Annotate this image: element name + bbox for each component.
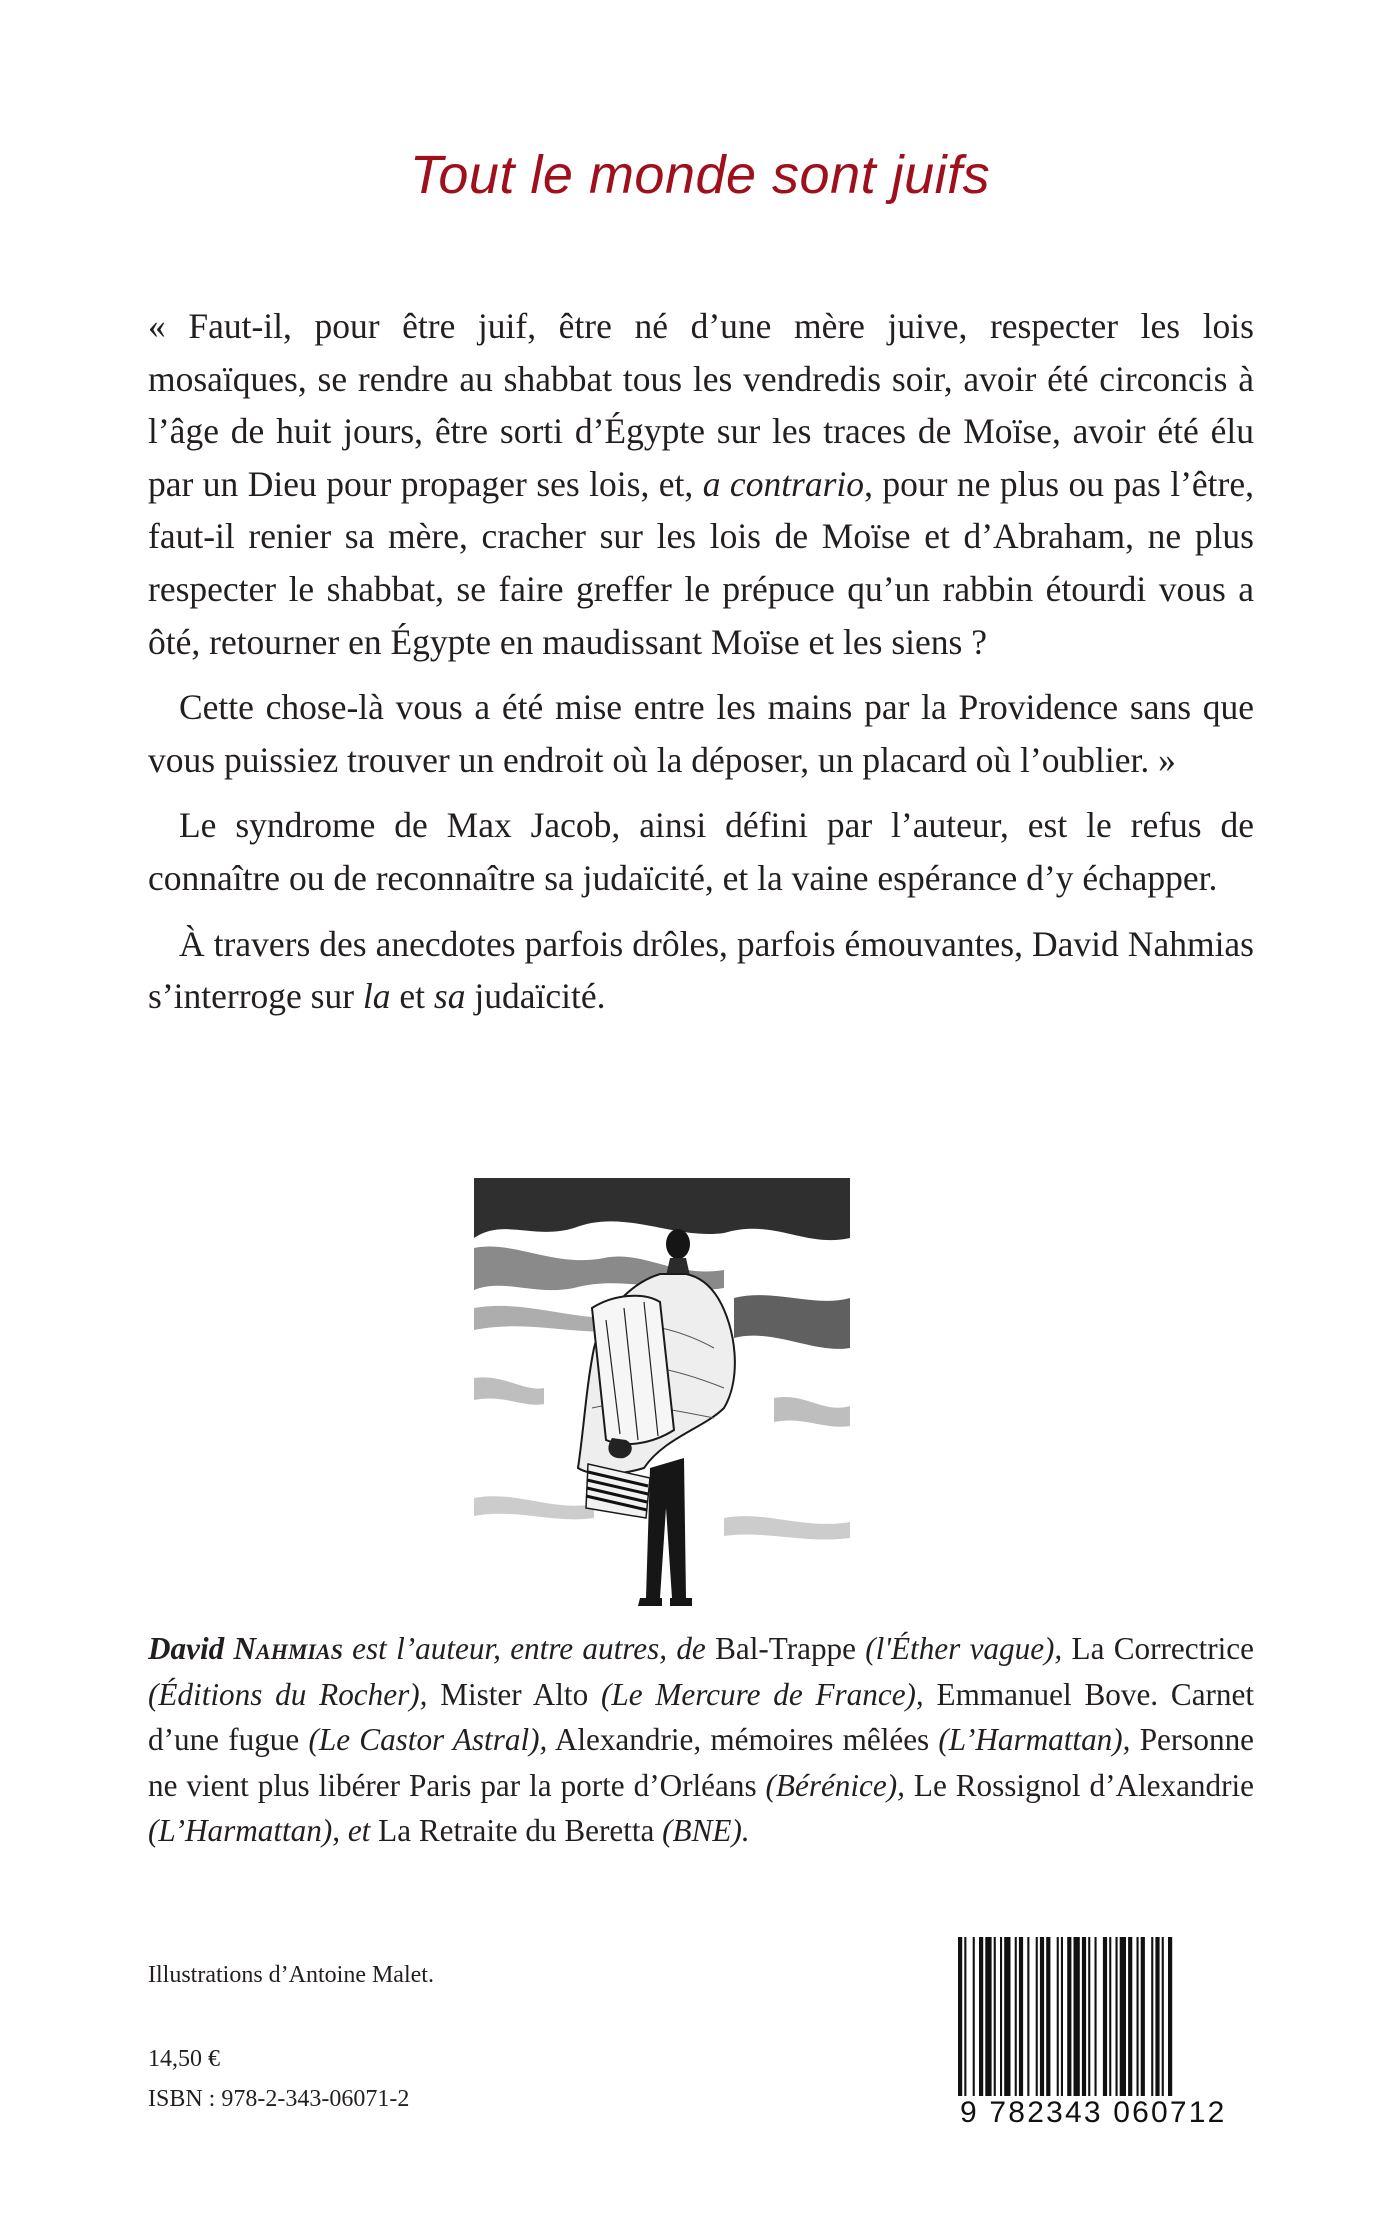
- barcode-bar: [1036, 1937, 1038, 2099]
- barcode-bar: [1046, 1937, 1050, 2099]
- barcode-bar: [1128, 1937, 1132, 2099]
- barcode-bar: [1095, 1937, 1097, 2099]
- ink-illustration: [474, 1178, 850, 1642]
- blurb-paragraph-2: Cette chose-là vous a été mise entre les mains par la Providence sans que vous puissiez trouver un endroit où la déposer, un placard où l’oublier. »: [148, 687, 1254, 780]
- barcode-bar: [1027, 1937, 1029, 2099]
- barcode-bar: [1120, 1937, 1126, 2099]
- work-title: Mister Alto: [440, 1676, 589, 1712]
- price: 14,50 €: [148, 2046, 220, 2072]
- barcode-bar: [1057, 1937, 1059, 2099]
- barcode-bar: [1061, 1937, 1063, 2099]
- work-title: Le Rossignol d’Alexandrie: [913, 1767, 1255, 1803]
- work-title: Bal-Trappe: [715, 1631, 856, 1666]
- blurb-paragraph-1: « Faut-il, pour être juif, être né d’une mère juive, respecter les lois mosaïques, se rendre au shabbat tous les vendredis soir, avoir été circoncis à l’âge de huit jours, être sorti d’Égypte sur les traces de Moïse, avoir été élu par un Dieu pour propager ses lois, et, a contrario, pour ne plus ou pas l’être, faut-il renier sa mère, cracher sur les lois de Moïse et d’Abraham, ne plus respecter le shabbat, se faire greffer le prépuce qu’un rabbin étourdi vous a ôté, retourner en Égypte en maudissant Moïse et les siens ?: [148, 306, 1254, 662]
- ink-wash-top: [474, 1178, 850, 1240]
- isbn: ISBN : 978-2-343-06071-2: [148, 2086, 410, 2112]
- barcode-bar: [1040, 1937, 1044, 2099]
- author-bio: David Nahmias est l’auteur, entre autres, de Bal-Trappe (l'Éther vague), La Correctrice (Éditions du Rocher), Mister Alto (Le Mercure de France), Emmanuel Bove. Carnet d’une fugue (Le Castor Astral), Alexandrie, mémoires mêlées (L’Harmattan), Personne ne vient plus libérer Paris par la porte d’Orléans (Bérénice), Le Rossignol d’Alexandrie (L’Harmattan), et La Retraite du Beretta (BNE).: [148, 1631, 1255, 1849]
- illustration-credit: Illustrations d’Antoine Malet.: [148, 1962, 434, 1988]
- barcode-bar: [985, 1937, 991, 2099]
- barcode-bar: [1141, 1937, 1145, 2099]
- barcode-bar: [1109, 1937, 1111, 2099]
- blurb-paragraph-3: Le syndrome de Max Jacob, ainsi défini par l’auteur, est le refus de connaître ou de reconnaître sa judaïcité, et la vaine espérance d’y échapper.: [148, 805, 1254, 898]
- barcode-bar: [1116, 1937, 1118, 2099]
- barcode-digits: 9 782343 060712: [960, 2096, 1227, 2129]
- work-title: Alexandrie, mémoires mêlées: [554, 1722, 930, 1758]
- barcode-bar: [1019, 1937, 1023, 2099]
- barcode-bar: [1000, 1937, 1002, 2099]
- barcode-bar: [1088, 1937, 1090, 2099]
- work-title: La Retraite du Beretta: [378, 1813, 655, 1849]
- barcode-bar: [964, 1937, 966, 2099]
- barcode-bar: [1004, 1937, 1010, 2099]
- barcode-bar: [1103, 1937, 1107, 2099]
- barcode-bar: [979, 1937, 983, 2099]
- torah-scroll: [592, 1296, 674, 1444]
- barcode-bar: [1137, 1937, 1139, 2099]
- blurb-paragraph-4: À travers des anecdotes parfois drôles, parfois émouvantes, David Nahmias s’interroge sur la et sa judaïcité.: [148, 923, 1254, 1017]
- barcode-bar: [1074, 1937, 1080, 2099]
- work-title: Personne ne vient plus libérer Paris par la porte d’Orléans: [148, 1722, 1255, 1803]
- work-title: La Correctrice: [1071, 1631, 1254, 1666]
- barcode-bar: [1168, 1937, 1172, 2099]
- barcode-bar: [1155, 1937, 1159, 2099]
- barcode-bar: [1082, 1937, 1086, 2099]
- barcode-bar: [1015, 1937, 1017, 2099]
- barcode-bar: [1151, 1937, 1153, 2099]
- barcode-bar: [973, 1937, 975, 2099]
- back-cover-blurb: [148, 300, 1254, 1036]
- barcode-bar: [994, 1937, 996, 2099]
- barcode-bar: [958, 1937, 962, 2099]
- barcode-bar: [1067, 1937, 1071, 2099]
- book-title: Tout le monde sont juifs: [409, 145, 991, 205]
- barcode-bar: [1162, 1937, 1164, 2099]
- work-title: Emmanuel Bove. Carnet d’une fugue: [148, 1676, 1255, 1758]
